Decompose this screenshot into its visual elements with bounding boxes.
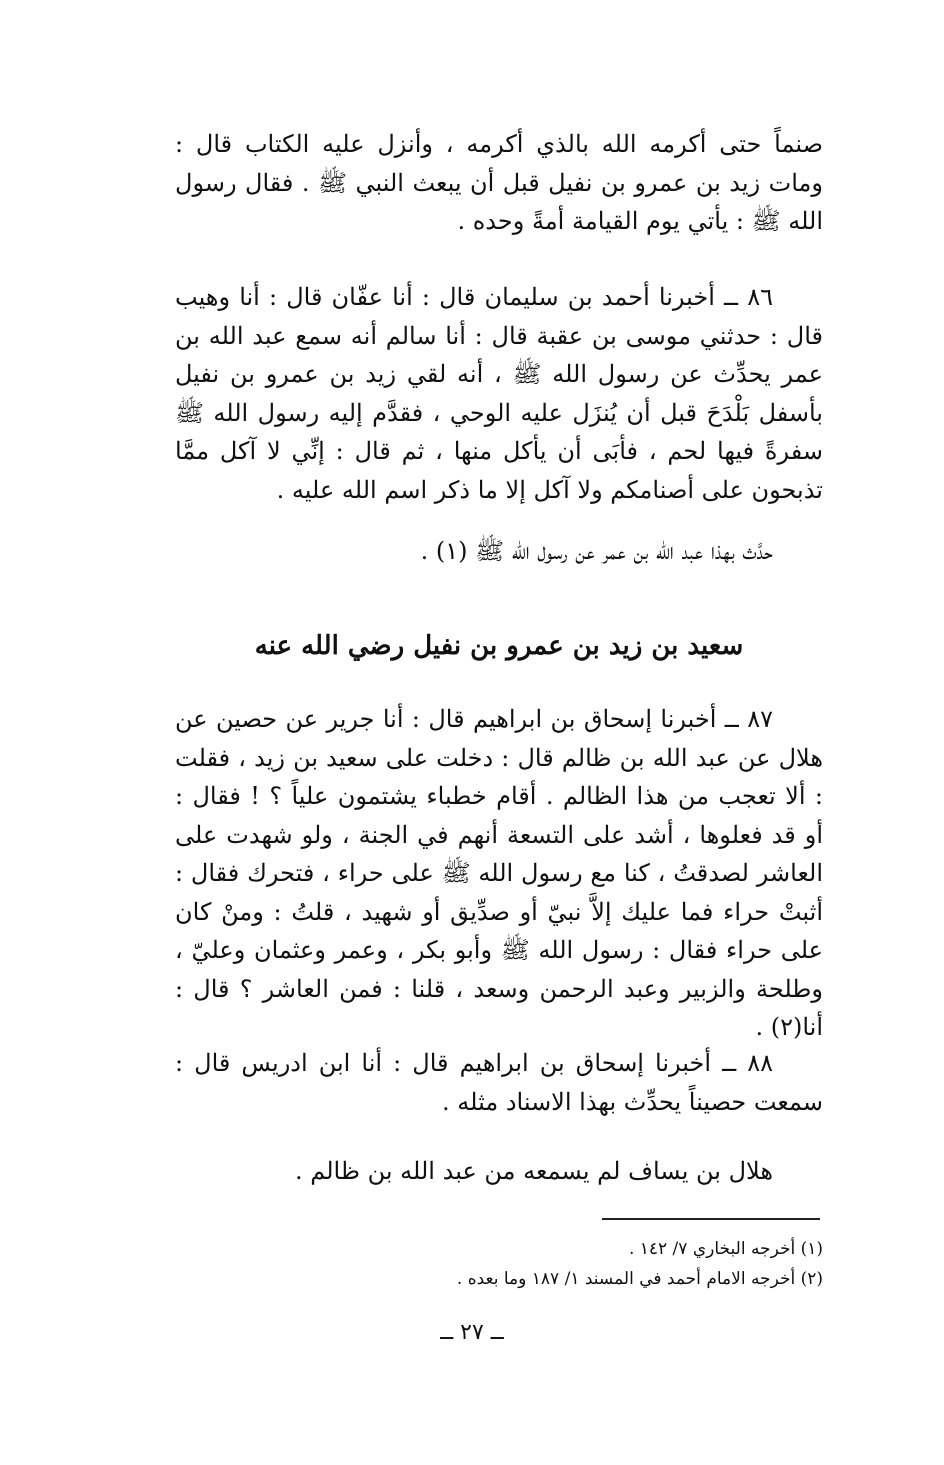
paragraph-text: ٨٨ ــ أخبرنا إسحاق بن ابراهيم قال : أنا ابن ادريس قال : سمعت حصيناً يحدِّث بهذا الاسناد مثله . (175, 1049, 823, 1116)
footnotes (175, 1234, 823, 1294)
section-heading: سعيد بن زيد بن عمرو بن نفيل رضي الله عنه (254, 631, 744, 661)
footnote-divider (602, 1218, 820, 1220)
page-number: ــ ٢٧ ــ (440, 1320, 504, 1345)
hadith-86-note (175, 532, 823, 571)
paragraph-text: ٨٦ ــ أخبرنا أحمد بن سليمان قال : أنا عفّان قال : أنا وهيب قال : حدثني موسى بن عقبة قال : أنا سالم أنه سمع عبد الله بن عمر يحدِّث عن رسول الله ﷺ ، أنه لقي زيد بن عمرو بن نفيل بأسفل بَلْدَحَ قبل أن يُنزَل عليه الوحي ، فقدَّم إليه رسول الله ﷺ سفرةً فيها لحم ، فأبَى أن يأكل منها ، ثم قال : إنِّي لا آكل ممَّا تذبحون على أصنامكم ولا آكل إلا ما ذكر اسم الله عليه . (175, 283, 824, 504)
footnote-1: (١) أخرجه البخاري ٧/ ١٤٢ . (628, 1239, 823, 1259)
paragraph-text: ٨٧ ــ أخبرنا إسحاق بن ابراهيم قال : أنا جرير عن حصين عن هلال عن عبد الله بن ظالم قال : دخلت على سعيد بن زيد ، فقلت : ألا تعجب من هذا الظالم . أقام خطباء يشتمون علياً ؟ ! فقال : أو قد فعلوها ، أشد على التسعة أنهم في الجنة ، ولو شهدت على العاشر لصدقتُ ، كنا مع رسول الله ﷺ على حراء ، فتحرك فقال : أثبتْ حراء فما عليك إلاَّ نبيّ أو صدِّيق أو شهيد ، قلتُ : ومنْ كان على حراء فقال : رسول الله ﷺ وأبو بكر ، وعمر وعثمان وعليّ ، وطلحة والزبير وعبد الرحمن وسعد ، قلنا : فمن العاشر ؟ قال : أنا(٢) . (175, 705, 823, 1041)
paragraph-text: حدَّث بهذا عبد الله بن عمر عن رسول الله ﷺ (١) . (420, 537, 773, 565)
paragraph-text: صنماً حتى أكرمه الله بالذي أكرمه ، وأنزل عليه الكتاب قال : ومات زيد بن عمرو بن نفيل قبل أن يبعث النبي ﷺ . فقال رسول الله ﷺ : يأتي يوم القيامة أمةً وحده . (175, 130, 823, 235)
paragraph-text: هلال بن يساف لم يسمعه من عبد الله بن ظالم . (295, 1157, 773, 1185)
paragraph-continuation (175, 125, 823, 241)
closing-note (175, 1152, 823, 1191)
hadith-88 (175, 1044, 823, 1121)
footnote-2: (٢) أخرجه الامام أحمد في المسند ١/ ١٨٧ وما بعده . (456, 1269, 823, 1289)
hadith-86 (175, 278, 823, 509)
hadith-87 (175, 700, 823, 1047)
